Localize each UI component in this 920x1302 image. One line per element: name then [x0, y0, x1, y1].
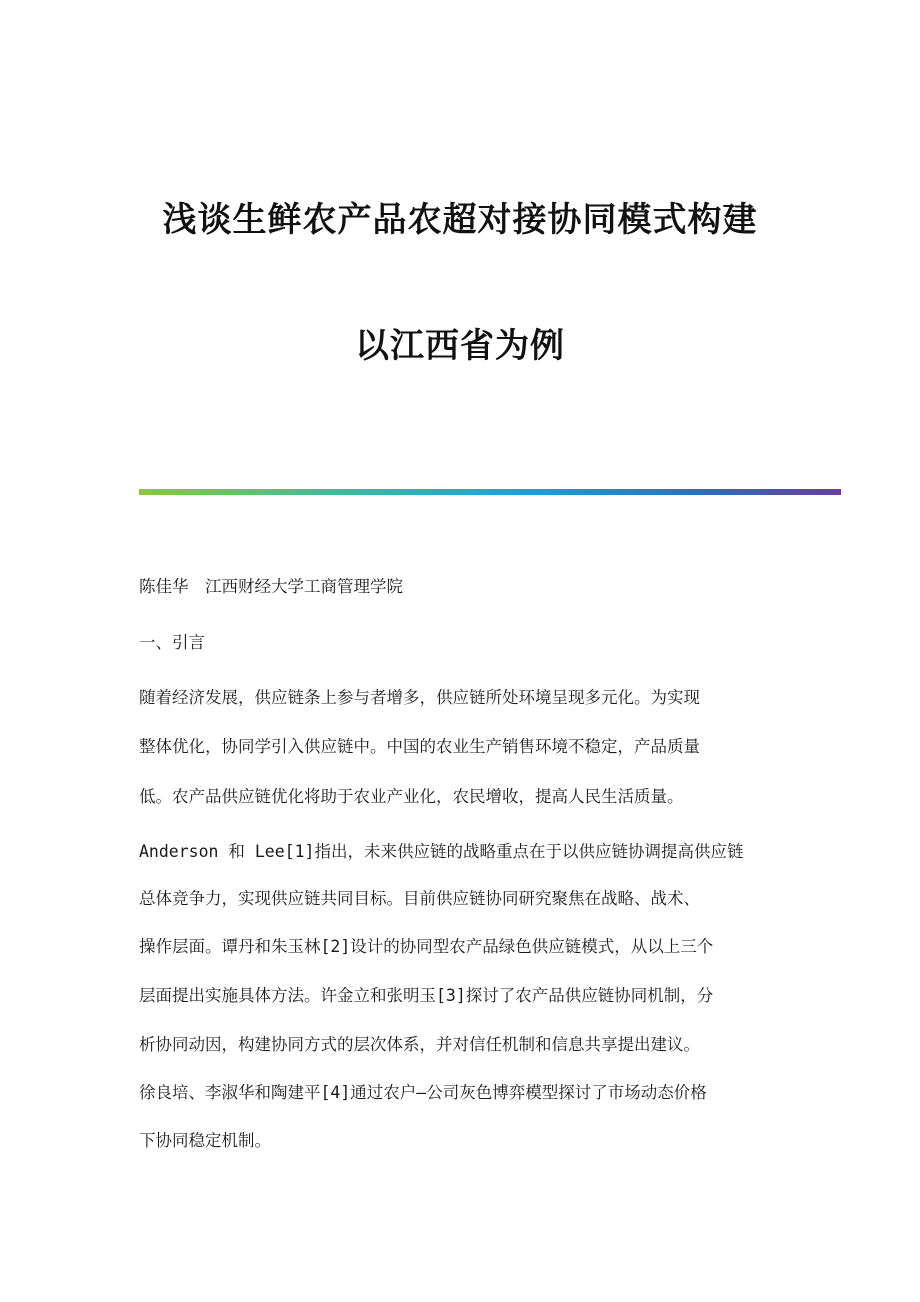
paragraph-1-line: 低。农产品供应链优化将助于农业产业化，农民增收，提高人民生活质量。 [139, 787, 684, 806]
paragraph-2-line: 总体竞争力，实现供应链共同目标。目前供应链协同研究聚焦在战略、战术、 [139, 889, 700, 908]
paragraph-2-line: 操作层面。谭丹和朱玉林[2]设计的协同型农产品绿色供应链模式，从以上三个 [139, 937, 714, 956]
paragraph-2-line: 徐良培、李淑华和陶建平[4]通过农户—公司灰色博弈模型探讨了市场动态价格 [139, 1083, 707, 1102]
title-line-1: 浅谈生鲜农产品农超对接协同模式构建 [162, 200, 758, 240]
paragraph-1-line: 随着经济发展，供应链条上参与者增多，供应链所处环境呈现多元化。为实现 [139, 688, 700, 707]
paragraph-1-line: 整体优化，协同学引入供应链中。中国的农业生产销售环境不稳定，产品质量 [139, 737, 700, 756]
paragraph-2-line: 层面提出实施具体方法。许金立和张明玉[3]探讨了农产品供应链协同机制，分 [139, 986, 714, 1005]
section-heading: 一、引言 [139, 633, 205, 652]
author-affiliation: 陈佳华 江西财经大学工商管理学院 [139, 577, 403, 596]
paragraph-2-line: 下协同稳定机制。 [139, 1131, 271, 1150]
title-line-2: 以江西省为例 [355, 326, 565, 366]
gradient-divider [139, 489, 841, 495]
paragraph-2-line: Anderson 和 Lee[1]指出，未来供应链的战略重点在于以供应链协调提高供应链 [139, 842, 744, 861]
paragraph-2-line: 析协同动因，构建协同方式的层次体系，并对信任机制和信息共享提出建议。 [139, 1035, 700, 1054]
